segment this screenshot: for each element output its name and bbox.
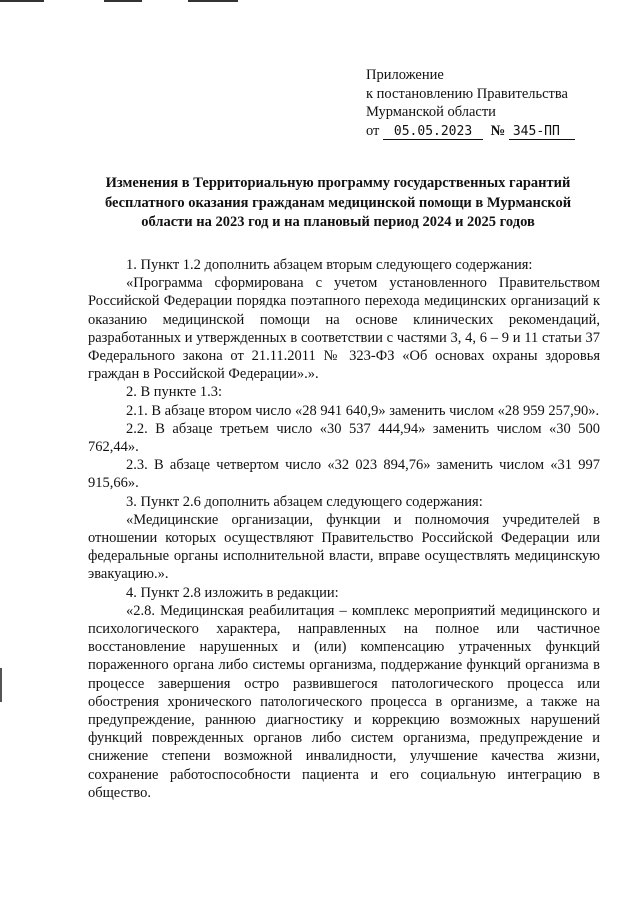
appendix-block	[366, 66, 575, 140]
paragraph: «Медицинские организации, функции и полномочия учредителей в отношении которых осуществляют Правительство Российской Федерации или федеральные органы исполнительной власти, вправе осуществлять медицинскую эвакуацию.».	[88, 511, 600, 583]
scan-artifact	[188, 0, 238, 2]
from-label: от	[366, 122, 380, 139]
paragraph: 2.2. В абзаце третьем число «30 537 444,94» заменить числом «30 500 762,44».	[88, 420, 600, 456]
scan-artifact	[104, 0, 142, 2]
paragraph: 3. Пункт 2.6 дополнить абзацем следующего содержания:	[126, 493, 483, 510]
paragraph: 4. Пункт 2.8 изложить в редакции:	[126, 584, 339, 601]
paragraph: 2.3. В абзаце четвертом число «32 023 894,76» заменить числом «31 997 915,66».	[88, 457, 600, 492]
appendix-date-line	[366, 122, 575, 141]
paragraph: 2.1. В абзаце втором число «28 941 640,9» заменить числом «28 959 257,90».	[126, 402, 600, 419]
paragraph: 1. Пункт 1.2 дополнить абзацем вторым следующего содержания:	[126, 257, 533, 273]
number-label: №	[490, 122, 506, 139]
scan-artifact	[0, 668, 2, 702]
scan-artifact	[0, 0, 44, 2]
paragraph: «Программа сформирована с учетом установленного Правительством Российской Федерации порядка поэтапного перехода медицинских организаций к оказанию медицинской помощи на основе клинических рекомендаций, разработанных и утвержденных в соответствии с частями 3, 4, 6 – 9 и 11 статьи 37 Федерального закона от 21.11.2011 № 323-ФЗ «Об основах охраны здоровья граждан в Российской Федерации».».	[88, 275, 600, 383]
appendix-line: Приложение	[366, 67, 444, 83]
appendix-line: к постановлению Правительства	[366, 85, 568, 102]
appendix-line: Мурманской области	[366, 104, 496, 120]
document-body	[88, 256, 600, 802]
document-title: Изменения в Территориальную программу государственных гарантий бесплатного оказания гражданам медицинской помощи в Мурманской области на 2023 год и на плановый период 2024 и 2025 годов	[104, 175, 572, 230]
document-date: 05.05.2023	[383, 124, 483, 140]
paragraph: «2.8. Медицинская реабилитация – комплекс мероприятий медицинского и психологического характера, направленных на полное или частичное восстановление нарушенных и (или) компенсацию утраченных функций пораженного органа либо системы организма, поддержание функций организма в процессе завершения остро развившегося патологического процесса или обострения хронического патологического процесса в организме, а также на предупреждение, раннюю диагностику и коррекцию возможных нарушений функций поврежденных органов либо систем организма, предупреждение и снижение степени возможной инвалидности, улучшение качества жизни, сохранение работоспособности пациента и его социальную интеграцию в общество.	[88, 602, 600, 801]
document-number: 345-ПП	[509, 124, 575, 140]
paragraph: 2. В пункте 1.3:	[126, 384, 222, 401]
